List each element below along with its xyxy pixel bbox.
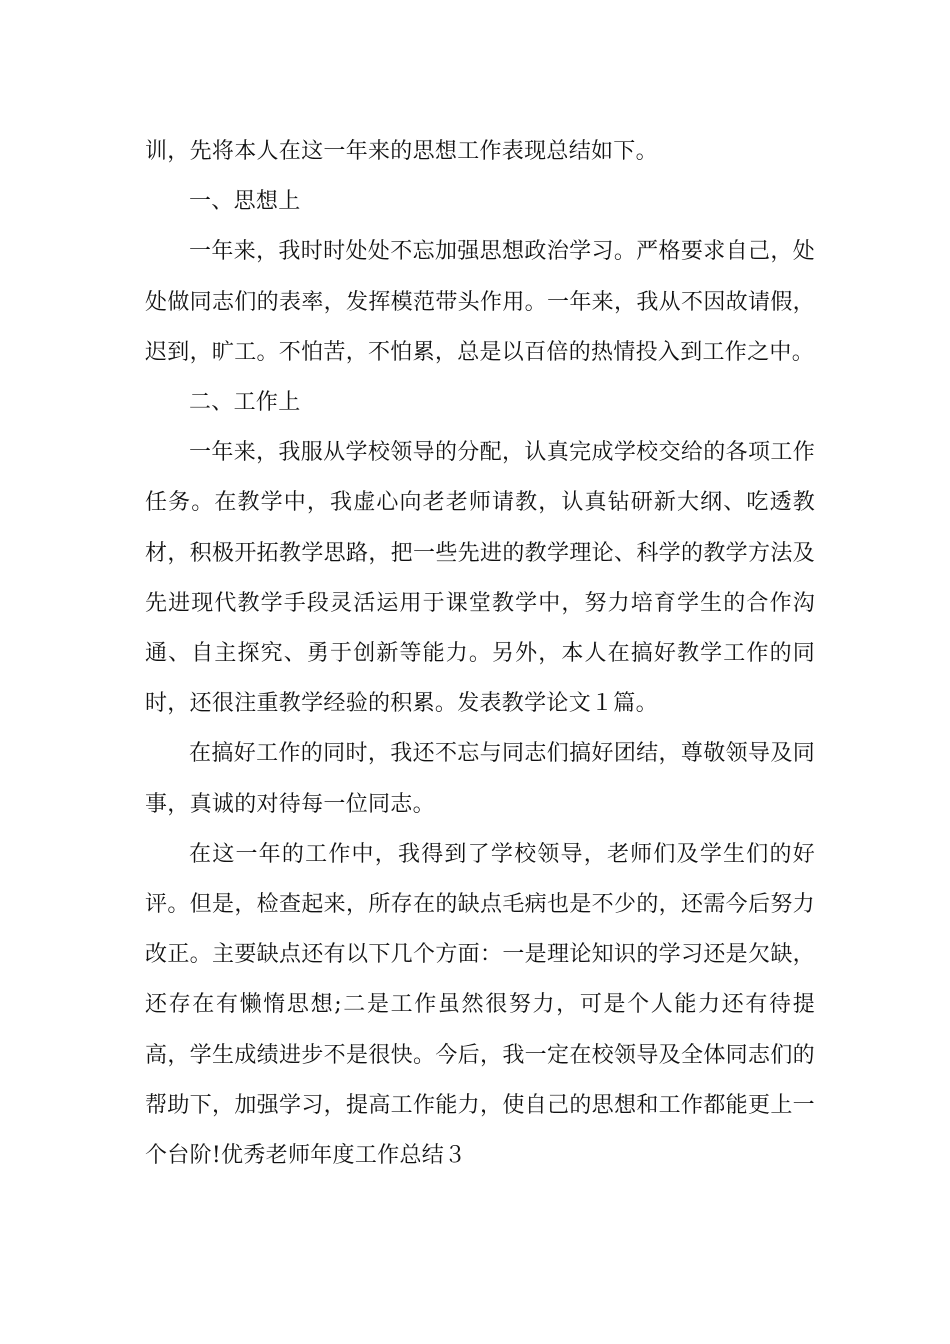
paragraph-intro-tail: 训，先将本人在这一年来的思想工作表现总结如下。 — [145, 139, 658, 164]
paragraph-work: 一年来，我服从学校领导的分配，认真完成学校交给的各项工作任务。在教学中，我虚心向老老师请教，认真钻研新大纲、吃透教材，积极开拓教学思路，把一些先进的教学理论、科学的教学方法及先进现代教学手段灵活运用于课堂教学中，努力培育学生的合作沟通、自主探究、勇于创新等能力。另外，本人在搞好教学工作的同时，还很注重教学经验的积累。发表教学论文１篇。 — [145, 440, 815, 717]
paragraph-self-review: 在这一年的工作中，我得到了学校领导，老师们及学生们的好评。但是，检查起来，所存在的缺点毛病也是不少的，还需今后努力改正。主要缺点还有以下几个方面：一是理论知识的学习还是欠缺，还存在有懒惰思想;二是工作虽然很努力，可是个人能力还有待提高，学生成绩进步不是很快。今后，我一定在校领导及全体同志们的帮助下，加强学习，提高工作能力，使自己的思想和工作都能更上一个台阶!优秀老师年度工作总结３ — [145, 841, 815, 1169]
document-body — [145, 127, 815, 1181]
section-heading-thought: 一、思想上 — [189, 189, 301, 215]
paragraph-unity: 在搞好工作的同时，我还不忘与同志们搞好团结，尊敬领导及同事，真诚的对待每一位同志。 — [145, 741, 815, 817]
paragraph-thought: 一年来，我时时处处不忘加强思想政治学习。严格要求自己，处处做同志们的表率，发挥模范带头作用。一年来，我从不因故请假，迟到，旷工。不怕苦，不怕累，总是以百倍的热情投入到工作之中。 — [145, 239, 815, 365]
section-heading-work: 二、工作上 — [189, 390, 301, 416]
